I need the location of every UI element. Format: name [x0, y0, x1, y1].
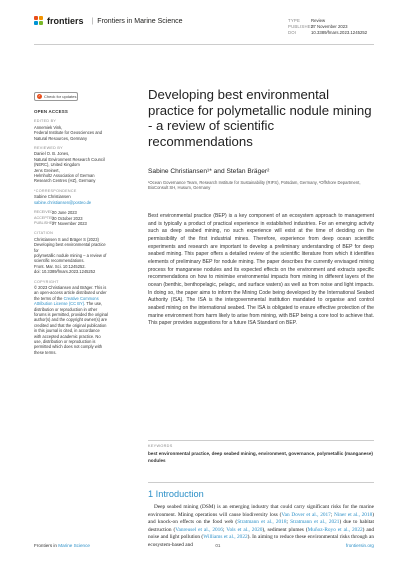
keywords-label: KEYWORDS — [148, 444, 173, 448]
correspondence-name: Sabine Christiansen — [34, 194, 71, 200]
citation-link[interactable]: Muñoz-Royo et al., 2022 — [307, 526, 363, 533]
received-date: 20 June 2023 — [52, 210, 77, 216]
open-access-label: OPEN ACCESS — [34, 109, 68, 114]
citation-link[interactable]: Stratmann et al., 2021 — [290, 519, 340, 525]
published-date: 27 November 2023 — [52, 220, 87, 226]
header-divider — [34, 44, 374, 45]
introduction-paragraph: Deep seabed mining (DSM) is an emerging industry that could carry significant risks for the marine environment. Mining operations will cause biodiversity loss (Van Dover et al., 2017; Niner et al., 2018) and knock-on effects on the food web (Stratmann et al., 2018; Stratmann et al., 2021) due to habitat destruction (Vanreusel et al., 2016; Vols et al., 2020), sediment plumes (Muñoz-Royo et al., 2022) and noise and light pollution (Williams et al., 2022). In aiming to reduce these environmental risks through an ecosystem-based and — [148, 504, 375, 548]
correspondence-email[interactable]: sabine.christiansen@posteo.de — [34, 199, 92, 205]
brand-name: frontiers — [47, 16, 84, 26]
article-title: Developing best environmental practice for polymetallic nodule mining - a review of scientific recommendations — [148, 87, 372, 149]
author-affiliations: ¹Ocean Governance Team, Research Institute for Sustainability (RIFS), Potsdam, Germany, ²Offshore Department, BioConsult SH, Husum, Germany — [148, 180, 361, 191]
page-number: 01 — [215, 543, 221, 548]
cc-by-license-link[interactable]: Creative Commons Attribution License (CC BY) — [34, 295, 99, 307]
check-updates-icon: ✓ — [38, 94, 41, 98]
article-authors: Sabine Christiansen¹* and Stefan Bräger² — [148, 168, 270, 175]
abstract: Best environmental practice (BEP) is a key component of an ecosystem approach to management and is typically a product of practical experience in established industries. For an emerging activity such as deep seabed mining, no such experience will exist at the time of deciding on the permissibility of the first industrial mines. Therefore, experience from deep ocean scientific experiments and research are important to develop a preliminary understanding of BEP for deep seabed mining. This paper offers a detailed review of the scientific literature from which it identifies elements of preliminary BEP for nodule mining. The paper describes the currently envisaged mining process for manganese nodules and its expected effects on the environment and extracts specific recommendations on how to minimise environmental impacts from mining in different layers of the ocean (benthic, benthopelagic, pelagic, and surface waters) as well as from noise and light impacts. In doing so, the paper aims to inform the Mining Code being developed by the International Seabed Authority (ISA). The ISA is the intergovernmental institution mandated to organise and control seabed mining on the international seabed. The ISA is obligated to ensure effective protection of the marine environment from harm likely to arise from mining, with BEP being a core tool to achieve that. This paper provides suggestions for a future ISA Standard on BEP. — [148, 213, 374, 327]
footer-journal: Frontiers in Marine Science — [34, 543, 90, 548]
citation-link[interactable]: Vols et al., 2020 — [226, 526, 263, 533]
reviewed-by: Daniel O. B. Jones, Natural Environment Research Council (NERC), United Kingdom Jens Greinert, Helmholtz Association of German Research Centres (HZ), Germany — [34, 151, 105, 184]
keywords: best environmental practice, deep seabed mining, environment, governance, polymetallic (manganese) nodules — [148, 451, 373, 463]
citation-link[interactable]: Niner et al., 2018 — [334, 511, 373, 518]
accepted-date: 20 October 2023 — [52, 215, 83, 221]
keywords-divider — [148, 440, 374, 441]
journal-title: | Frontiers in Marine Science — [91, 17, 183, 25]
publish-date: 27 November 2023 — [311, 24, 348, 29]
website-link[interactable]: frontiersin.org — [345, 543, 374, 548]
article-sidebar: ✓ Check for updates OPEN ACCESS EDITED BY Annemiek Vink, Federal Institute for Geosciences and Natural Resources, Germany REVIEWED BY Daniel O. B. Jones, Natural Environment Research Council (NERC), United Kingdom Jens Greinert, Helmholtz Association of German Research Centres (HZ), Germany *CORRESPONDENCE Sabine Christiansen sabine.christiansen@posteo.de RECEIVED 20 June 2023 ACCEPTED 20 October 2023 PUBLISHED 27 November 2023 CITATION Christiansen S and Bräger S (2023) Developing best environmental practice for polymetallic nodule mining – a review of scientific recommendations. Front. Mar. Sci. 10:1245252. doi: 10.3389/fmars.2023.1245252 COPYRIGHT © 2023 Christiansen and Bräger. This is an open-access article distributed under the terms of the Creative Commons Attribution License (CC BY). The use, distribution or reproduction in other forums is permitted, provided the original author(s) and the copyright owner(s) are credited and that the original publication in this journal is cited, in accordance with accepted academic practice. No use, distribution or reproduction is permitted which does not comply with these terms. — [34, 93, 108, 355]
citation: Christiansen S and Bräger S (2023) Developing best environmental practice for polymetallic nodule mining – a review of scientific recommendations. Front. Mar. Sci. 10:1245252. doi: 10.3389/fmars.2023.1245252 — [34, 236, 107, 275]
citation-link[interactable]: Vanreusel et al., 2016 — [175, 526, 223, 533]
intro-divider — [148, 482, 374, 483]
frontiers-logo[interactable] — [34, 16, 183, 26]
frontiers-logo-icon — [34, 16, 44, 26]
citation-link[interactable]: Williams et al., 2022 — [203, 534, 248, 540]
edited-by: Annemiek Vink, Federal Institute for Geosciences and Natural Resources, Germany — [34, 124, 103, 141]
citation-link[interactable]: Stratmann et al., 2018 — [237, 519, 287, 525]
copyright: © 2023 Christiansen and Bräger. This is an open-access article distributed under the terms of the Creative Commons Attribution License (CC BY). The use, distribution or reproduction in other forums is permitted, provided the original author(s) and the copyright owner(s) are credited and that the original publication in this journal is cited, in accordance with accepted academic practice. No use, distribution or reproduction is permitted which does not comply with these terms. — [34, 284, 108, 355]
citation-link[interactable]: Van Dover et al., 2017 — [281, 511, 331, 518]
doi[interactable]: 10.3389/fmars.2023.1245252 — [311, 30, 368, 35]
page-footer — [34, 543, 374, 548]
section-heading-introduction: 1 Introduction — [148, 489, 204, 499]
article-type: Review — [311, 18, 326, 23]
check-for-updates-button[interactable]: ✓ Check for updates — [34, 92, 78, 101]
article-meta: TYPE Review PUBLISHED27 November 2023 DOI 10.3389/fmars.2023.1245252 — [288, 18, 368, 35]
